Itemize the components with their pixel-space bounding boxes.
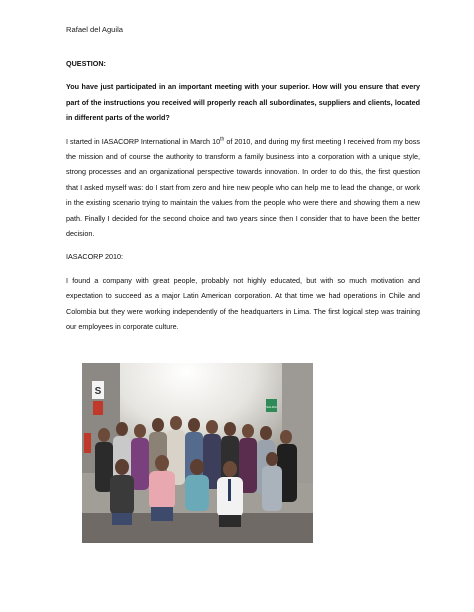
answer-paragraph-2: I found a company with great people, probably not highly educated, but with so much motivation and expectation to succeed as a major Latin American corporation. At that time we had operations in Chile and Colombia but they were working independently of the headquarters in Lima. The first logical step was training our employees in corporate culture. xyxy=(66,275,420,332)
question-text: You have just participated in an important meeting with your superior. How will you ensure that every part of the instructions you received will properly reach all subordinates, suppliers and clients, located in different parts of the world? xyxy=(66,82,420,123)
document-body xyxy=(66,56,420,335)
s-sign-letter: S xyxy=(94,386,102,397)
ordinal-suffix: th xyxy=(220,136,225,143)
section-title: IASACORP 2010: xyxy=(66,252,123,262)
author-header: Rafael del Aguila xyxy=(66,25,123,34)
fire-sign xyxy=(93,401,103,415)
para1-start: I started in IASACORP International in March 10 xyxy=(66,136,221,146)
answer-paragraph-1 xyxy=(66,134,420,242)
group-photo-drawing xyxy=(82,363,313,543)
group-photo xyxy=(82,363,313,543)
exit-sign-text: SALIDA xyxy=(266,405,277,409)
fire-extinguisher xyxy=(84,433,91,453)
question-label: QUESTION: xyxy=(66,59,106,68)
para1-rest: of 2010, and during my first meeting I received from my boss the mission and of course the authority to transform a family business into a corporation with a unique style, strong processes and an organizational perspective towards innovation. In order to do this, the first question that I asked myself was: do I start from zero and hire new people who can help me to lead the change, or work in the existing scenario trying to maintain the values from the people who were there and showing them a new path. Finally I decided for the second choice and two years since then I consider that to have been the better decision. xyxy=(66,136,420,239)
